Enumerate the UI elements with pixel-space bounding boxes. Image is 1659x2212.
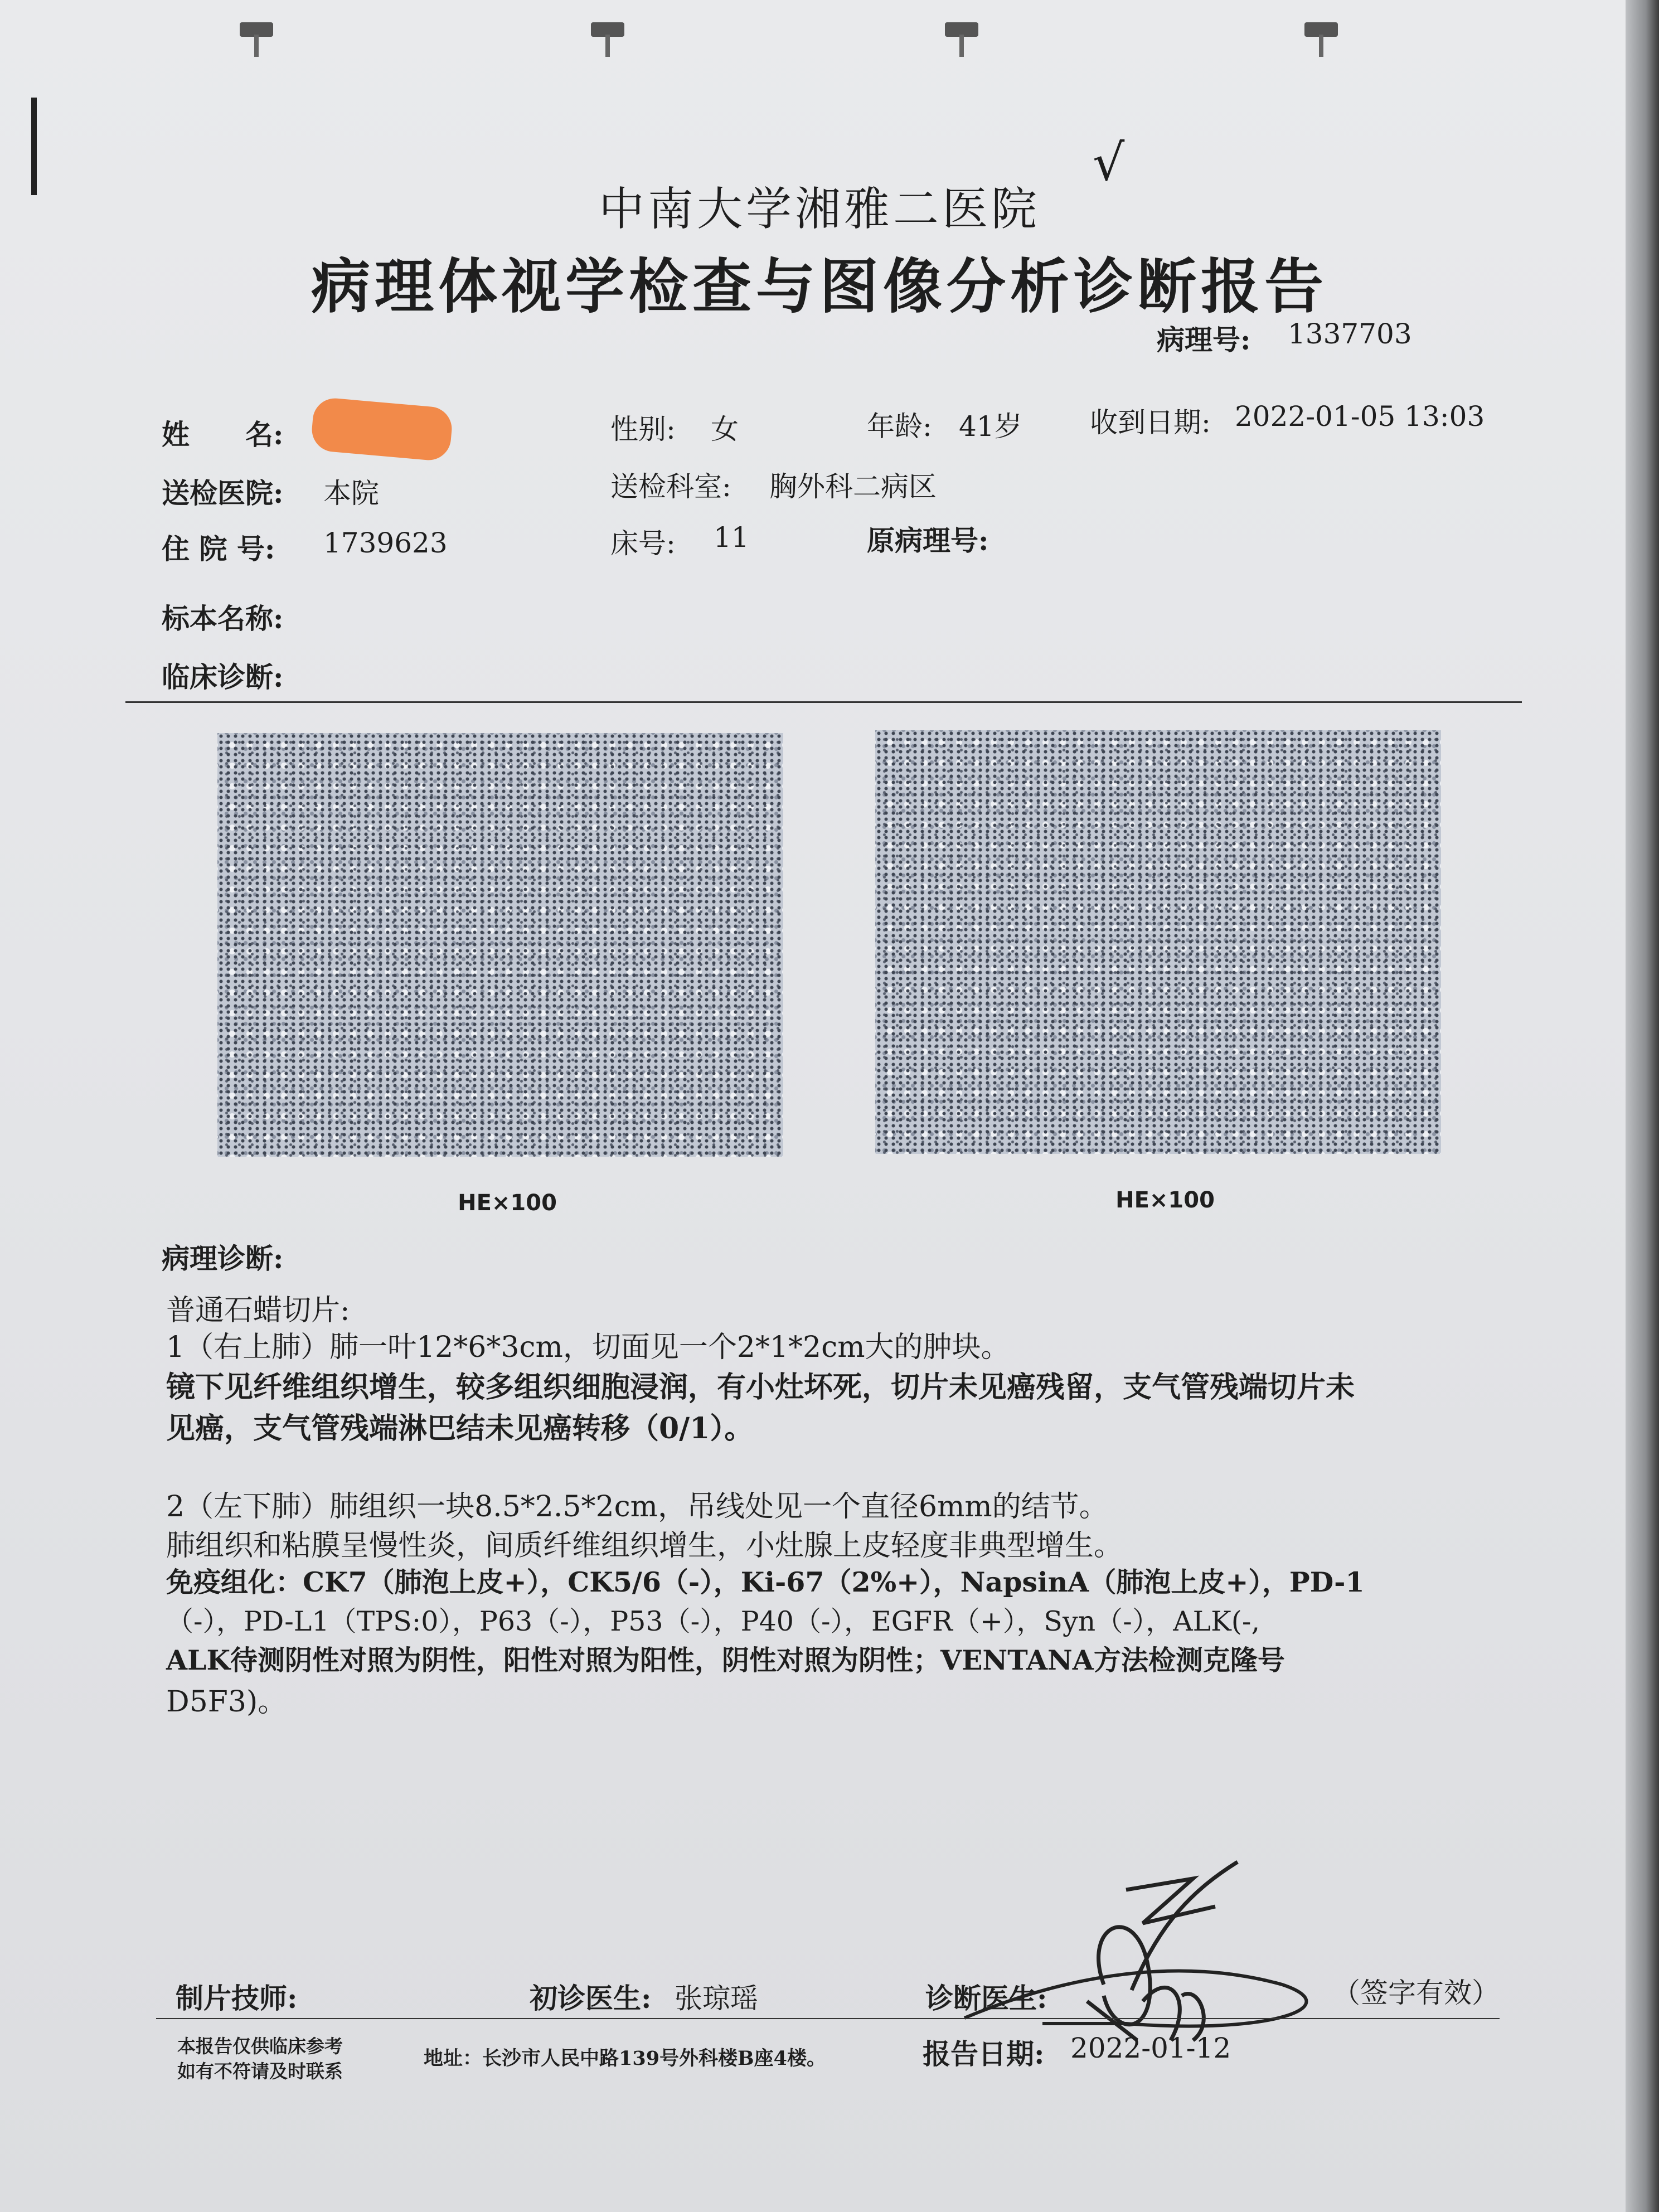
age-value: 41岁 xyxy=(959,410,1022,443)
diagnosis-line: 肺组织和粘膜呈慢性炎，间质纤维组织增生，小灶腺上皮轻度非典型增生。 xyxy=(166,1529,1123,1563)
staple-mark xyxy=(240,22,273,37)
department-label: 送检科室: xyxy=(610,470,731,503)
gender-value: 女 xyxy=(711,413,739,445)
technician-label: 制片技师: xyxy=(176,1982,298,2015)
original-pathology-label: 原病理号: xyxy=(867,524,989,557)
report-date-label: 报告日期: xyxy=(923,2038,1045,2070)
diagnosis-heading: 病理诊断: xyxy=(162,1242,284,1275)
disclaimer-line-1: 本报告仅供临床参考 xyxy=(177,2035,343,2057)
initial-doctor-name: 张琼瑶 xyxy=(675,1982,758,2015)
specimen-label: 标本名称: xyxy=(162,602,284,635)
staple-mark xyxy=(945,22,978,37)
received-value: 2022-01-05 13:03 xyxy=(1235,400,1485,433)
diagnosis-line: 普通石蜡切片: xyxy=(166,1294,350,1327)
hospital-name: 中南大学湘雅二医院 xyxy=(598,183,1040,236)
admission-label: 住 院 号: xyxy=(162,532,275,565)
diagnosis-line: （-），PD-L1（TPS:0），P63（-），P53（-），P40（-），EGFR（+），Syn（-），ALK(-, xyxy=(166,1605,1260,1637)
clinical-diagnosis-label: 临床诊断: xyxy=(162,661,284,693)
initial-doctor-label: 初诊医生: xyxy=(530,1982,652,2015)
divider-line xyxy=(125,701,1522,703)
address: 地址：长沙市人民中路139号外科楼B座4楼。 xyxy=(424,2047,826,2070)
diagnosis-line: ALK待测阴性对照为阴性，阳性对照为阳性，阴性对照为阴性；VENTANA方法检测克隆号 xyxy=(166,1644,1285,1676)
pathology-no: 1337703 xyxy=(1288,318,1412,350)
staple-mark xyxy=(1304,22,1338,37)
check-mark: √ xyxy=(1093,134,1125,192)
redacted-name xyxy=(310,396,453,462)
submitting-hospital-label: 送检医院: xyxy=(162,477,284,510)
pathology-no-label: 病理号: xyxy=(1157,323,1251,356)
gender-label: 性别: xyxy=(610,413,676,445)
diagnosis-doctor-label: 诊断医生: xyxy=(925,1982,1047,2015)
received-label: 收到日期: xyxy=(1090,406,1211,439)
footer-rule xyxy=(156,2018,1500,2019)
report-title: 病理体视学检查与图像分析诊断报告 xyxy=(311,251,1328,321)
name-label: 姓 名: xyxy=(162,418,284,451)
report-date: 2022-01-12 xyxy=(1070,2032,1231,2064)
diagnosis-line: D5F3)。 xyxy=(166,1685,287,1719)
diagnosis-line: 免疫组化：CK7（肺泡上皮+），CK5/6（-），Ki-67（2%+），NapsinA（肺泡上皮+），PD-1 xyxy=(166,1566,1365,1598)
bed-label: 床号: xyxy=(610,527,676,560)
submitting-hospital: 本院 xyxy=(323,477,379,510)
micrograph-left xyxy=(217,733,783,1157)
diagnosis-line: 1（右上肺）肺一叶12*6*3cm，切面见一个2*1*2cm大的肿块。 xyxy=(166,1331,1010,1364)
disclaimer-line-2: 如有不符请及时联系 xyxy=(177,2060,343,2082)
signature-note: （签字有效） xyxy=(1332,1977,1500,2009)
age-label: 年龄: xyxy=(867,410,932,443)
department-value: 胸外科二病区 xyxy=(769,470,937,503)
micrograph-right-caption: HE×100 xyxy=(1115,1187,1215,1213)
diagnosis-line: 2（左下肺）肺组织一块8.5*2.5*2cm，吊线处见一个直径6mm的结节。 xyxy=(166,1490,1108,1524)
underlying-sheet-edge xyxy=(1626,0,1659,2212)
diagnosis-line: 镜下见纤维组织增生，较多组织细胞浸润，有小灶坏死，切片未见癌残留，支气管残端切片未 xyxy=(166,1370,1355,1404)
admission-value: 1739623 xyxy=(323,527,448,559)
diagnosis-line: 见癌，支气管残端淋巴结未见癌转移（0/1）。 xyxy=(166,1411,754,1445)
staple-mark xyxy=(591,22,624,37)
micrograph-right xyxy=(875,730,1441,1154)
bed-value: 11 xyxy=(714,521,749,554)
micrograph-left-caption: HE×100 xyxy=(458,1190,557,1216)
